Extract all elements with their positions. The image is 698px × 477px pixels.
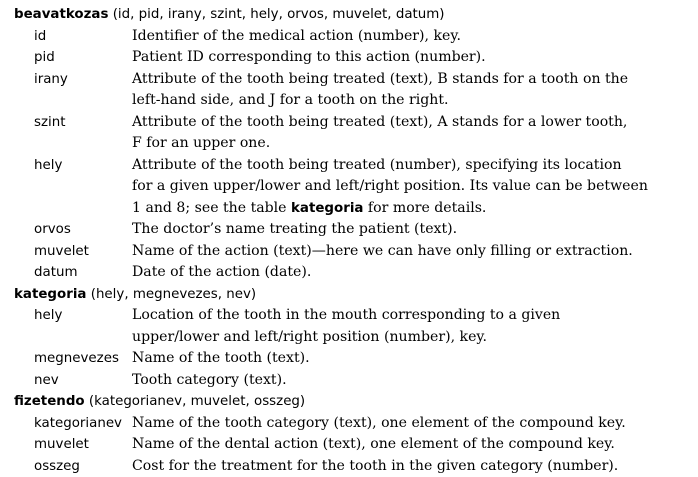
description-text: 1 and 8; see the table <box>132 199 291 216</box>
field-name: hely <box>34 157 63 173</box>
field-description <box>132 434 694 456</box>
field-row <box>14 434 694 456</box>
field-description <box>132 47 694 69</box>
description-line <box>132 198 694 220</box>
schema-document <box>14 4 694 477</box>
field-name: irany <box>34 71 68 87</box>
description-line: Tooth category (text). <box>132 371 287 388</box>
field-name: orvos <box>34 222 71 237</box>
field-row <box>14 262 694 284</box>
field-name: pid <box>34 50 55 65</box>
field-description <box>132 69 694 112</box>
field-description <box>132 370 694 392</box>
description-text: for more details. <box>363 199 487 216</box>
field-row <box>14 69 694 112</box>
field-row <box>14 305 694 348</box>
field-description <box>132 26 694 48</box>
description-line: Date of the action (date). <box>132 264 312 280</box>
description-line: for a given upper/lower and left/right position. Its value can be between <box>132 178 648 194</box>
table-name: fizetendo <box>14 394 85 409</box>
field-name: osszeg <box>34 458 80 474</box>
field-name: szint <box>34 114 66 130</box>
field-row <box>14 370 694 392</box>
table-name: beavatkozas <box>14 7 109 22</box>
field-row <box>14 348 694 370</box>
description-line: Patient ID corresponding to this action (number). <box>132 49 486 65</box>
table-header <box>14 391 694 413</box>
field-row <box>14 219 694 241</box>
description-line: Name of the tooth (text). <box>132 350 310 366</box>
field-description <box>132 305 694 348</box>
field-description <box>132 241 694 263</box>
description-line: Name of the tooth category (text), one element of the compound key. <box>132 414 626 431</box>
field-row <box>14 26 694 48</box>
description-line: left-hand side, and J for a tooth on the right. <box>132 92 449 108</box>
description-line: Location of the tooth in the mouth corresponding to a given <box>132 307 561 323</box>
table-beavatkozas <box>14 4 694 284</box>
description-line: upper/lower and left/right position (number), key. <box>132 328 487 345</box>
description-line: Name of the action (text)—here we can have only filling or extraction. <box>132 242 633 259</box>
field-description <box>132 155 694 220</box>
field-row <box>14 155 694 220</box>
description-line: Identifier of the medical action (number), key. <box>132 27 461 44</box>
table-columns: (kategorianev, muvelet, osszeg) <box>88 394 306 409</box>
field-row <box>14 241 694 263</box>
table-reference: kategoria <box>291 200 364 216</box>
description-line: Cost for the treatment for the tooth in the given category (number). <box>132 457 619 474</box>
field-name: kategorianev <box>34 415 122 431</box>
field-row <box>14 456 694 477</box>
description-line: Attribute of the tooth being treated (text), B stands for a tooth on the <box>132 70 629 87</box>
description-line: Name of the dental action (text), one element of the compound key. <box>132 436 615 452</box>
description-line: The doctor’s name treating the patient (text). <box>132 221 458 237</box>
field-description <box>132 219 694 241</box>
table-name: kategoria <box>14 286 87 302</box>
field-name: muvelet <box>34 243 89 259</box>
field-name: hely <box>34 308 63 323</box>
field-name: megnevezes <box>34 351 119 366</box>
field-row <box>14 112 694 155</box>
table-kategoria <box>14 284 694 392</box>
description-line: Attribute of the tooth being treated (number), specifying its location <box>132 156 622 173</box>
table-fizetendo <box>14 391 694 477</box>
field-description <box>132 348 694 370</box>
field-name: datum <box>34 265 78 280</box>
table-columns: (hely, megnevezes, nev) <box>90 286 257 302</box>
table-header <box>14 4 694 26</box>
description-line: Attribute of the tooth being treated (text), A stands for a lower tooth, <box>132 113 628 130</box>
field-description <box>132 413 694 435</box>
field-description <box>132 456 694 477</box>
table-header <box>14 284 694 306</box>
field-name: id <box>34 28 47 44</box>
table-columns: (id, pid, irany, szint, hely, orvos, muvelet, datum) <box>112 7 445 22</box>
field-row <box>14 413 694 435</box>
field-name: muvelet <box>34 437 89 452</box>
field-row <box>14 47 694 69</box>
field-description <box>132 262 694 284</box>
description-line: F for an upper one. <box>132 135 271 151</box>
field-description <box>132 112 694 155</box>
field-name: nev <box>34 372 59 388</box>
